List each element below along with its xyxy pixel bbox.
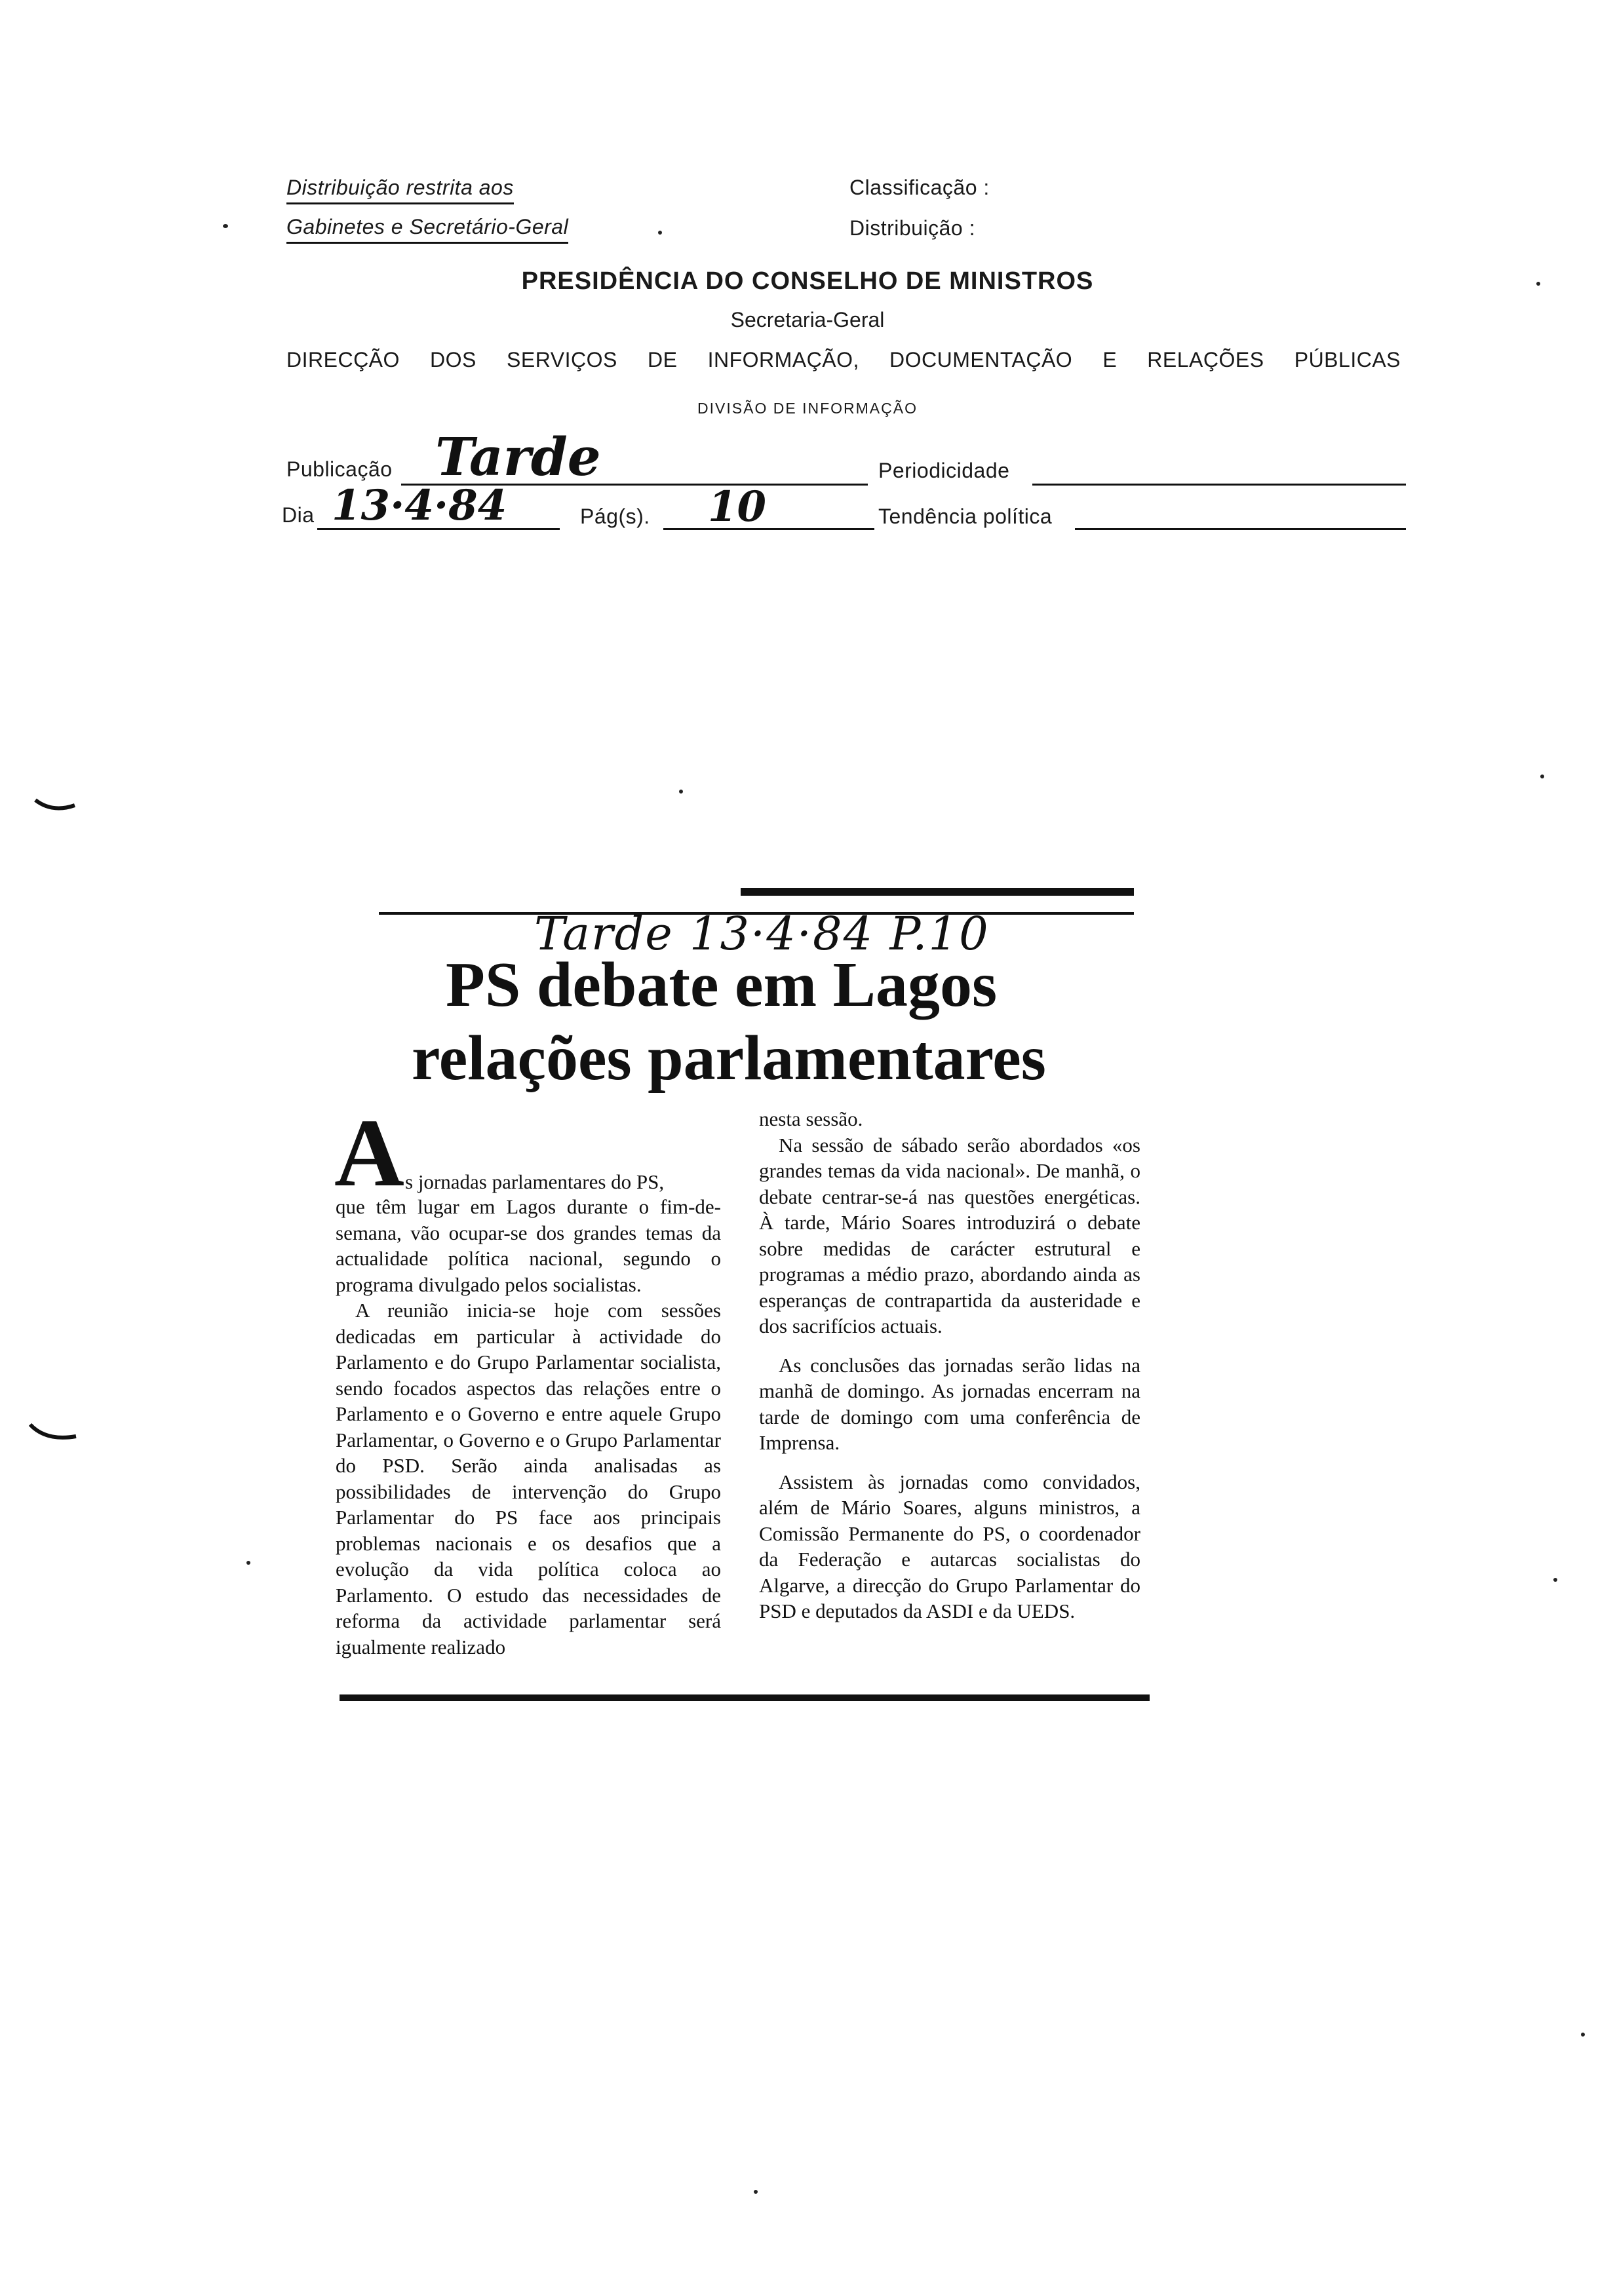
handwritten-source-reference: Tarde 13·4·84 P.10 [534, 907, 990, 961]
scan-speck [754, 2190, 758, 2194]
directorate-line [286, 348, 1401, 372]
directorate-word: RELAÇÕES [1147, 348, 1264, 372]
distribution-label: Distribuição : [849, 216, 975, 240]
directorate-word: PÚBLICAS [1294, 348, 1401, 372]
scan-speck [1581, 2033, 1585, 2037]
pages-handwritten-value: 10 [708, 482, 767, 531]
org-title: PRESIDÊNCIA DO CONSELHO DE MINISTROS [521, 267, 1094, 295]
classification-label: Classificação : [849, 176, 990, 199]
scan-speck [1536, 282, 1540, 286]
article-column-2 [759, 1106, 1140, 1624]
directorate-word: INFORMAÇÃO, [707, 348, 859, 372]
political-tendency-label: Tendência política [878, 505, 1053, 528]
scan-margin-mark [28, 1422, 80, 1445]
directorate-word: DE [647, 348, 678, 372]
directorate-word: DOS [430, 348, 477, 372]
headline-line2: relações parlamentares [412, 1023, 1046, 1094]
column1-paragraph-1: que têm lugar em Lagos durante o fim-de-semana, vão ocupar-se dos grandes temas da actualidade política nacional, segundo o programa divulgado pelos socialistas. [336, 1195, 721, 1296]
distribution-restricted-line1: Distribuição restrita aos [286, 176, 514, 204]
column2-paragraph-3: Assistem às jornadas como convidados, além de Mário Soares, alguns ministros, a Comissão Permanente do PS, o coordenador da Federação e autarcas socialistas do Algarve, a direcção do Grupo Parlamentar do PSD e deputados da ASDI e da UEDS. [759, 1470, 1140, 1622]
pages-label: Pág(s). [580, 505, 650, 528]
periodicity-label: Periodicidade [878, 459, 1010, 482]
scan-speck [1540, 775, 1544, 778]
clipping-bottom-rule [340, 1694, 1150, 1701]
org-subtitle: Secretaria-Geral [730, 308, 885, 332]
column2-paragraph-2: As conclusões das jornadas serão lidas na manhã de domingo. As jornadas encerram na tarde de domingo com uma conferência de Imprensa. [759, 1353, 1140, 1454]
day-label: Dia [282, 503, 315, 527]
scan-speck [223, 224, 228, 228]
publication-handwritten-value: Tarde [435, 426, 601, 488]
division-label: DIVISÃO DE INFORMAÇÃO [697, 400, 918, 417]
directorate-word: DOCUMENTAÇÃO [889, 348, 1073, 372]
pages-field-line [663, 528, 874, 530]
article-column-1 [336, 1194, 721, 1660]
directorate-word: E [1102, 348, 1118, 372]
directorate-word: DIRECÇÃO [286, 348, 400, 372]
scan-speck [679, 790, 683, 794]
directorate-word: SERVIÇOS [507, 348, 617, 372]
headline-line1: PS debate em Lagos [446, 949, 998, 1020]
column2-paragraph-1: Na sessão de sábado serão abordados «os grandes temas da vida nacional». De manhã, o debate centrar-se-á nas questões energéticas. À tarde, Mário Soares introduzirá o debate sobre medidas de carácter estrutural e programas a médio prazo, abordando ainda as esperanças de contrapartida da austeridade e dos sacrifícios actuais. [759, 1133, 1140, 1337]
drop-cap: A [334, 1100, 404, 1207]
publication-label: Publicação [286, 457, 393, 481]
scan-speck [246, 1561, 250, 1565]
periodicity-field-line [1032, 484, 1406, 486]
clipping-top-thick-rule [741, 888, 1134, 896]
scan-speck [658, 231, 662, 235]
distribution-restricted-line2: Gabinetes e Secretário-Geral [286, 215, 568, 244]
column2-continuation: nesta sessão. [759, 1107, 863, 1130]
column1-first-line: s jornadas parlamentares do PS, [405, 1170, 665, 1193]
scan-margin-mark [33, 796, 79, 816]
day-handwritten-value: 13·4·84 [332, 481, 507, 530]
political-tendency-field-line [1075, 528, 1406, 530]
scan-speck [1553, 1578, 1557, 1582]
column1-paragraph-2: A reunião inicia-se hoje com sessões dedicadas em particular à actividade do Parlamento e do Grupo Parlamentar socialista, sendo focados aspectos das relações entre o Parlamento e o Governo e entre aquele Grupo Parlamentar, o Governo e o Grupo Parlamentar do PSD. Serão ainda analisadas as possibilidades de intervenção do Grupo Parlamentar do PS face aos principais problemas nacionais e os desafios que a evolução da vida política coloca ao Parlamento. O estudo das necessidades de reforma da actividade parlamentar será igualmente realizado [336, 1299, 721, 1658]
